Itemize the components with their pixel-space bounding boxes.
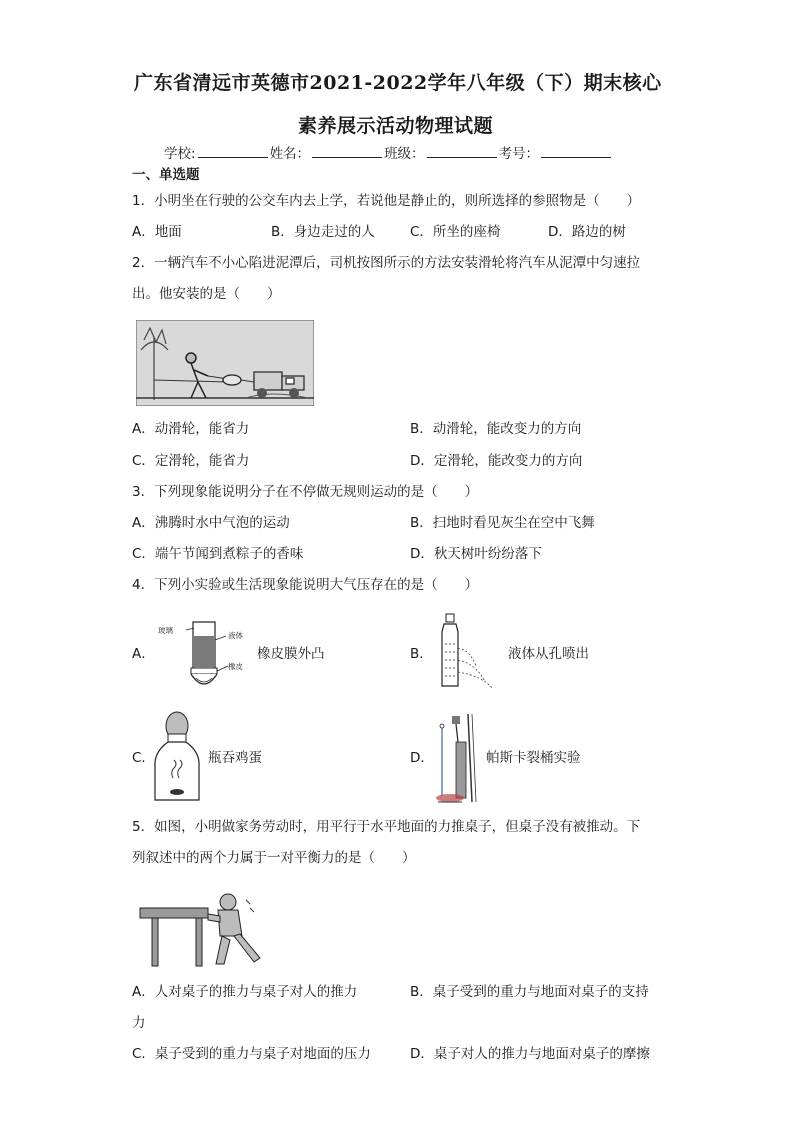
pascal-barrel-figure	[432, 712, 478, 806]
q4-option-c-label[interactable]: C．	[132, 750, 155, 766]
q1-option-d[interactable]: D．路边的树	[548, 224, 626, 240]
student-info-line	[164, 145, 613, 163]
exam-no-label: 考号：	[498, 146, 540, 162]
q4-option-a-text[interactable]: 橡皮膜外凸	[257, 646, 325, 662]
q4-stem: 4．下列小实验或生活现象能说明大气压存在的是（ ）	[132, 577, 479, 593]
q2-option-b[interactable]: B．动滑轮，能改变力的方向	[410, 421, 582, 437]
class-label: 班级：	[384, 146, 425, 162]
name-label: 姓名：	[269, 146, 311, 162]
q4-option-b-text[interactable]: 液体从孔喷出	[508, 646, 589, 662]
q1-option-c[interactable]: C．所坐的座椅	[410, 224, 501, 240]
rubber-fig-label: 橡皮	[228, 662, 243, 671]
page-title-line2: 素养展示活动物理试题	[298, 115, 494, 137]
q5-stem-line1: 5．如图，小明做家务劳动时，用平行于水平地面的力推桌子，但桌子没有被推动。下	[132, 819, 641, 835]
q4-option-d-text[interactable]: 帕斯卡裂桶实验	[486, 750, 581, 766]
q3-option-c[interactable]: C．端午节闻到煮粽子的香味	[132, 546, 304, 562]
q2-option-a[interactable]: A．动滑轮，能省力	[132, 421, 250, 437]
q1-stem: 1．小明坐在行驶的公交车内去上学，若说他是静止的，则所选择的参照物是（ ）	[132, 193, 641, 209]
class-field[interactable]	[427, 145, 497, 158]
pulley-car-figure	[136, 320, 314, 406]
q3-option-d[interactable]: D．秋天树叶纷纷落下	[410, 546, 542, 562]
bottle-spray-figure	[436, 612, 496, 692]
q2-stem-line1: 2．一辆汽车不小心陷进泥潭后，司机按图所示的方法安装滑轮将汽车从泥潭中匀速拉	[132, 255, 641, 271]
liquid-fig-label: 液体	[228, 631, 243, 640]
q1-option-a[interactable]: A．地面	[132, 224, 182, 240]
q5-option-c[interactable]: C．桌子受到的重力与桌子对地面的压力	[132, 1046, 371, 1062]
q3-stem: 3．下列现象能说明分子在不停做无规则运动的是（ ）	[132, 484, 479, 500]
q2-option-c[interactable]: C．定滑轮，能省力	[132, 453, 250, 469]
glass-fig-label: 玻璃	[158, 626, 173, 635]
q1-option-b[interactable]: B．身边走过的人	[271, 224, 375, 240]
school-field[interactable]	[198, 145, 268, 158]
rubber-membrane-figure	[158, 614, 248, 692]
section-heading: 一、单选题	[132, 167, 200, 183]
q4-option-d-label[interactable]: D．	[410, 750, 434, 766]
name-field[interactable]	[312, 145, 382, 158]
q5-stem-line2: 列叙述中的两个力属于一对平衡力的是（ ）	[132, 850, 416, 866]
q2-option-d[interactable]: D．定滑轮，能改变力的方向	[410, 453, 583, 469]
q3-option-b[interactable]: B．扫地时看见灰尘在空中飞舞	[410, 515, 595, 531]
q4-option-b-label[interactable]: B．	[410, 646, 433, 662]
q5-option-b[interactable]: B．桌子受到的重力与地面对桌子的支持	[410, 984, 649, 1000]
push-table-figure	[138, 892, 268, 968]
q2-stem-line2: 出。他安装的是（ ）	[132, 286, 281, 302]
q4-option-c-text[interactable]: 瓶吞鸡蛋	[208, 750, 262, 766]
exam-no-field[interactable]	[541, 145, 611, 158]
bottle-egg-figure	[152, 708, 202, 804]
q5-option-a[interactable]: A．人对桌子的推力与桌子对人的推力	[132, 984, 358, 1000]
page-title-line1: 广东省清远市英德市2021-2022学年八年级（下）期末核心	[134, 72, 662, 94]
q4-option-a-label[interactable]: A．	[132, 646, 155, 662]
school-label: 学校:	[164, 146, 196, 162]
q5-option-d[interactable]: D．桌子对人的推力与地面对桌子的摩擦	[410, 1046, 650, 1062]
q5-option-b-continuation: 力	[132, 1015, 146, 1031]
q3-option-a[interactable]: A．沸腾时水中气泡的运动	[132, 515, 290, 531]
